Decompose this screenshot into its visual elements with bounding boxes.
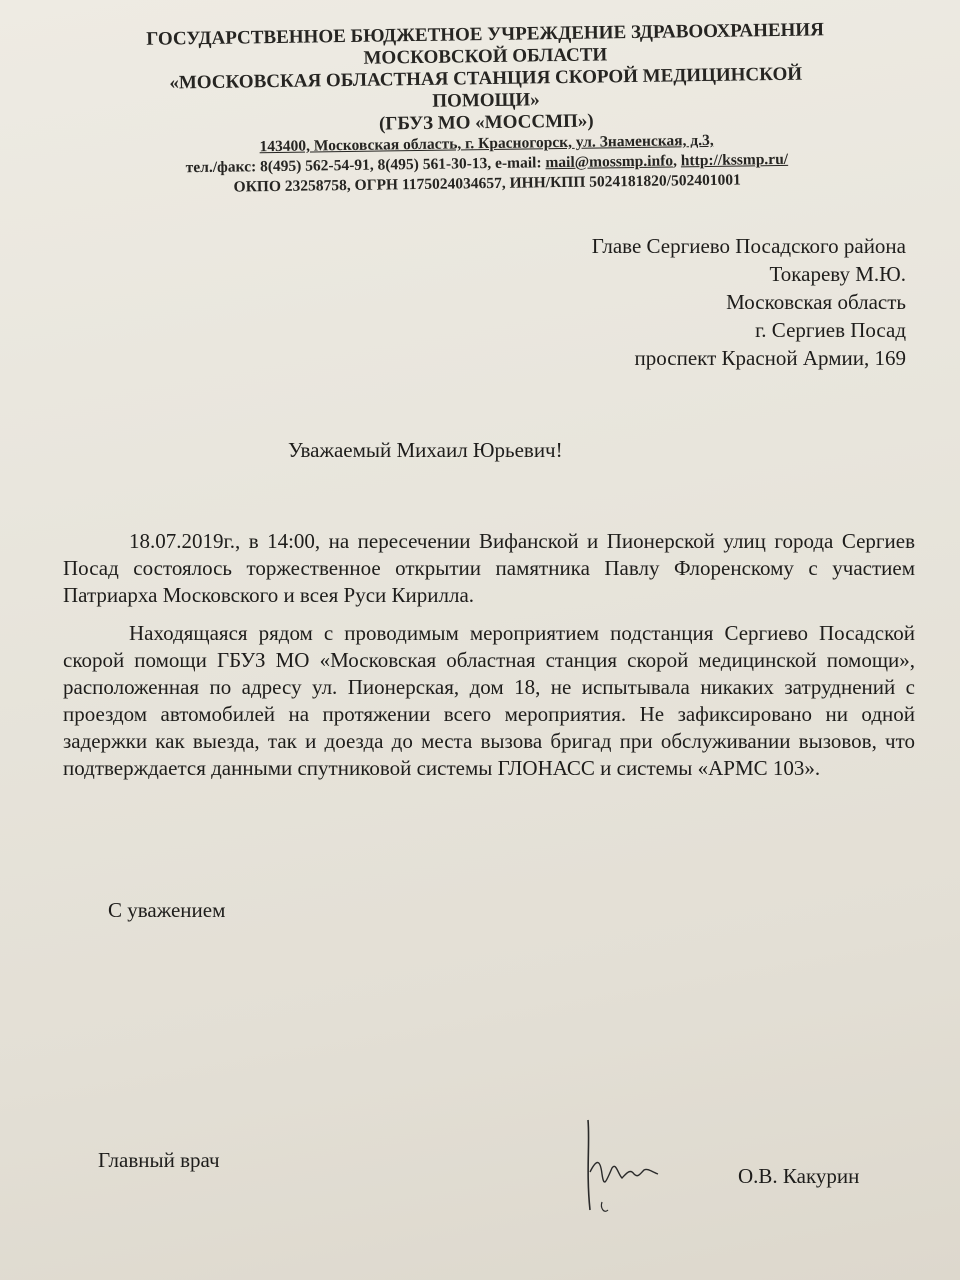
recipient-line-2: Токареву М.Ю. (769, 262, 906, 286)
email-link[interactable]: mail@mossmp.info (545, 152, 674, 172)
recipient-line-4: г. Сергиев Посад (755, 318, 906, 342)
letterhead (60, 18, 912, 200)
signatory-name: О.В. Какурин (738, 1164, 860, 1188)
letter-body (63, 528, 915, 793)
org-address: 143400, Московская область, г. Красногорск, ул. Знаменская, д.3, (259, 131, 714, 156)
org-name-line-4: ПОМОЩИ» (432, 89, 540, 112)
org-registry-codes: ОКПО 23258758, ОГРН 1175024034657, ИНН/КПП 5024181820/502401001 (233, 171, 741, 196)
org-short-name: (ГБУЗ МО «МОССМП») (378, 110, 594, 135)
closing-phrase: С уважением (108, 898, 226, 922)
recipient-line-1: Главе Сергиево Посадского района (591, 234, 906, 258)
recipient-line-5: проспект Красной Армии, 169 (634, 346, 906, 370)
salutation: Уважаемый Михаил Юрьевич! (288, 438, 563, 462)
recipient-block (592, 232, 906, 372)
org-name-line-3: «МОСКОВСКАЯ ОБЛАСТНАЯ СТАНЦИЯ СКОРОЙ МЕДИЦИНСКОЙ (169, 63, 803, 94)
recipient-line-3: Московская область (726, 290, 906, 314)
org-name-line-2: МОСКОВСКОЙ ОБЛАСТИ (363, 44, 608, 69)
contacts-separator: , (672, 152, 681, 170)
body-paragraph-1: 18.07.2019г., в 14:00, на пересечении Вифанской и Пионерской улиц города Сергиев Посад состоялось торжественное открытии памятника Павлу Флоренскому с участием Патриарха Московского и всея Руси Кирилла. (63, 529, 915, 607)
signatory-position: Главный врач (98, 1148, 220, 1172)
org-name-line-1: ГОСУДАРСТВЕННОЕ БЮДЖЕТНОЕ УЧРЕЖДЕНИЕ ЗДРАВООХРАНЕНИЯ (146, 19, 825, 50)
org-phones: тел./факс: 8(495) 562-54-91, 8(495) 561-30-13, e-mail: (185, 154, 546, 177)
website-link[interactable]: http://kssmp.ru/ (680, 150, 789, 170)
handwritten-signature (578, 1112, 678, 1222)
body-paragraph-2: Находящаяся рядом с проводимым мероприятием подстанция Сергиево Посадской скорой помощи ГБУЗ МО «Московская областная станция скорой медицинской помощи», расположенная по адресу ул. Пионерская, дом 18, не испытывала никаких затруднений с проездом автомобилей на протяжении всего мероприятия. Не зафиксировано ни одной задержки как выезда, так и доезда до места вызова бригад при обслуживании вызовов, что подтверждается данными спутниковой системы ГЛОНАСС и системы «АРМС 103». (63, 621, 915, 780)
